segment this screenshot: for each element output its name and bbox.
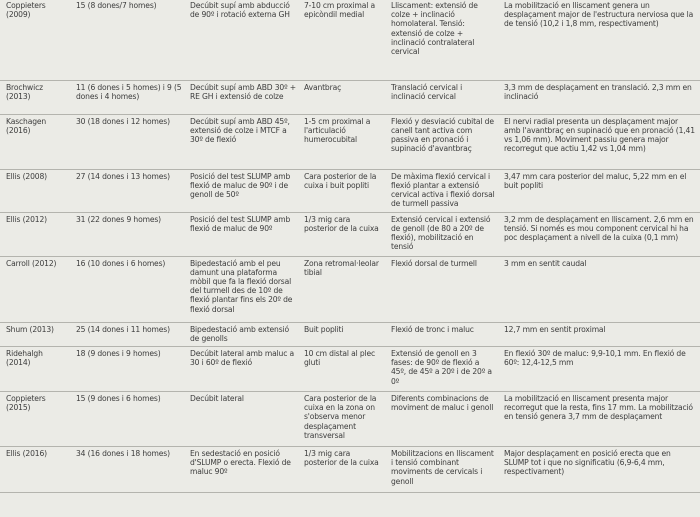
- cell-result: La mobilització en lliscament genera un desplaçament major de l'estructura nerviosa que la de tensió (10,2 i 1,8 mm, respectivament): [500, 0, 700, 80]
- cell-result: La mobilització en lliscament presenta major recorregut que la resta, fins 17 mm. La mobilització en tensió genera 3,7 mm de desplaçament: [500, 391, 700, 446]
- table-row: [0, 446, 700, 492]
- cell-subjects: 27 (14 dones i 13 homes): [72, 169, 186, 212]
- cell-position: Decúbit supí amb ABD 30º + RE GH i extensió de colze: [186, 80, 300, 114]
- cell-position: Decúbit lateral amb maluc a 30 i 60º de flexió: [186, 346, 300, 391]
- table-row: [0, 80, 700, 114]
- cell-author: Coppieters (2009): [0, 0, 72, 80]
- cell-movement: Flexió y desviació cubital de canell tant activa com passiva en pronació i supinació d'avantbraç: [387, 114, 500, 169]
- table-row: [0, 169, 700, 212]
- cell-movement: Mobilitzacions en lliscament i tensió combinant moviments de cervicals i genoll: [387, 446, 500, 492]
- cell-subjects: 16 (10 dones i 6 homes): [72, 256, 186, 322]
- cell-author: Ellis (2008): [0, 169, 72, 212]
- table-row: [0, 114, 700, 169]
- cell-movement: Extensió cervical i extensió de genoll (de 80 a 20º de flexió), mobilització en tensió: [387, 212, 500, 256]
- cell-result: Major desplaçament en posició erecta que en SLUMP tot i que no significatiu (6,9-6,4 mm, respectivament): [500, 446, 700, 492]
- cell-movement: Flexió de tronc i maluc: [387, 322, 500, 346]
- cell-result: 3,3 mm de desplaçament en translació. 2,3 mm en inclinació: [500, 80, 700, 114]
- cell-location: Cara posterior de la cuixa i buit popliti: [300, 169, 387, 212]
- cell-movement: De màxima flexió cervical i flexió plantar a extensió cervical activa i flexió dorsal de turmell passiva: [387, 169, 500, 212]
- table-row: [0, 346, 700, 391]
- cell-location: Zona retromal·leolar tibial: [300, 256, 387, 322]
- cell-location: Cara posterior de la cuixa en la zona on s'observa menor desplaçament transversal: [300, 391, 387, 446]
- cell-position: Posició del test SLUMP amb flexió de maluc de 90º: [186, 212, 300, 256]
- cell-location: 7-10 cm proximal a epicòndil medial: [300, 0, 387, 80]
- cell-subjects: 15 (9 dones i 6 homes): [72, 391, 186, 446]
- cell-location: 1-5 cm proximal a l'articulació humerocubital: [300, 114, 387, 169]
- cell-author: Ellis (2012): [0, 212, 72, 256]
- cell-author: Ridehalgh (2014): [0, 346, 72, 391]
- cell-subjects: 11 (6 dones i 5 homes) i 9 (5 dones i 4 homes): [72, 80, 186, 114]
- cell-subjects: 25 (14 dones i 11 homes): [72, 322, 186, 346]
- cell-location: 1/3 mig cara posterior de la cuixa: [300, 212, 387, 256]
- cell-result: En flexió 30º de maluc: 9,9-10,1 mm. En flexió de 60º: 12,4-12,5 mm: [500, 346, 700, 391]
- table-row: [0, 322, 700, 346]
- cell-movement: Lliscament: extensió de colze + inclinació homolateral. Tensió: extensió de colze + inclinació contralateral cervical: [387, 0, 500, 80]
- cell-movement: Flexió dorsal de turmell: [387, 256, 500, 322]
- cell-author: Coppieters (2015): [0, 391, 72, 446]
- cell-position: Decúbit lateral: [186, 391, 300, 446]
- cell-result: 12,7 mm en sentit proximal: [500, 322, 700, 346]
- cell-result: 3 mm en sentit caudal: [500, 256, 700, 322]
- cell-position: Posició del test SLUMP amb flexió de maluc de 90º i de genoll de 50º: [186, 169, 300, 212]
- cell-author: Kaschagen (2016): [0, 114, 72, 169]
- cell-author: Shum (2013): [0, 322, 72, 346]
- table-row: [0, 256, 700, 322]
- cell-result: El nervi radial presenta un desplaçament major amb l'avantbraç en supinació que en pronació (1,41 vs 1,06 mm). Moviment passiu genera major recorregut que actiu 1,42 vs 1,04 mm): [500, 114, 700, 169]
- cell-location: 10 cm distal al plec gluti: [300, 346, 387, 391]
- cell-subjects: 31 (22 dones 9 homes): [72, 212, 186, 256]
- cell-position: En sedestació en posició d'SLUMP o erecta. Flexió de maluc 90º: [186, 446, 300, 492]
- cell-movement: Extensió de genoll en 3 fases: de 90º de flexió a 45º, de 45º a 20º i de 20º a 0º: [387, 346, 500, 391]
- cell-position: Bipedestació amb extensió de genolls: [186, 322, 300, 346]
- table-row: [0, 212, 700, 256]
- cell-subjects: 30 (18 dones i 12 homes): [72, 114, 186, 169]
- cell-position: Decúbit supí amb abducció de 90º i rotació externa GH: [186, 0, 300, 80]
- cell-author: Brochwicz (2013): [0, 80, 72, 114]
- table-row: [0, 0, 700, 80]
- cell-location: 1/3 mig cara posterior de la cuixa: [300, 446, 387, 492]
- cell-subjects: 15 (8 dones/7 homes): [72, 0, 186, 80]
- cell-movement: Diferents combinacions de moviment de maluc i genoll: [387, 391, 500, 446]
- cell-subjects: 18 (9 dones i 9 homes): [72, 346, 186, 391]
- cell-result: 3,47 mm cara posterior del maluc, 5,22 mm en el buit popliti: [500, 169, 700, 212]
- table-row: [0, 391, 700, 446]
- cell-subjects: 34 (16 dones i 18 homes): [72, 446, 186, 492]
- cell-movement: Translació cervical i inclinació cervical: [387, 80, 500, 114]
- cell-location: Buit popliti: [300, 322, 387, 346]
- cell-position: Decúbit supí amb ABD 45º, extensió de colze i MTCF a 30º de flexió: [186, 114, 300, 169]
- cell-author: Ellis (2016): [0, 446, 72, 492]
- cell-position: Bipedestació amb el peu damunt una plataforma mòbil que fa la flexió dorsal del turmell des de 10º de flexió plantar fins els 20º de flexió dorsal: [186, 256, 300, 322]
- cell-author: Carroll (2012): [0, 256, 72, 322]
- cell-result: 3,2 mm de desplaçament en lliscament. 2,6 mm en tensió. Si només es mou component cervical hi ha poc desplaçament a nivell de la cuixa (0,1 mm): [500, 212, 700, 256]
- cell-location: Avantbraç: [300, 80, 387, 114]
